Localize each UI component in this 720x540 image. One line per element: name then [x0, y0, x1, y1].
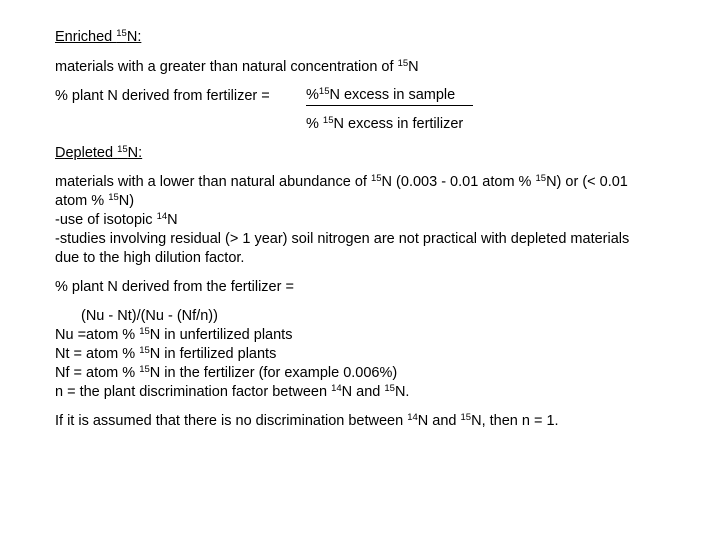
depleted-line-1: materials with a lower than natural abundance of $^{15}$N (0.003 - 0.01 atom % $^{15}$N) or (< 0.01	[55, 173, 628, 190]
definition-nu: Nu =atom % $^{15}$N in unfertilized plants	[55, 326, 293, 343]
enriched-heading: Enriched $^{15}$N:	[55, 28, 142, 45]
fraction-bar	[306, 105, 473, 106]
depleted-line-4: -studies involving residual (> 1 year) soil nitrogen are not practical with depleted materials	[55, 231, 630, 247]
depleted-line-2: atom % $^{15}$N)	[55, 192, 135, 209]
definition-nt: Nt = atom % $^{15}$N in fertilized plants	[55, 345, 277, 362]
depleted-formula-label: % plant N derived from the fertilizer =	[55, 279, 294, 295]
depleted-line-5: due to the high dilution factor.	[55, 250, 245, 266]
definition-n: n = the plant discrimination factor between $^{14}$N and $^{15}$N.	[55, 383, 410, 400]
depleted-line-3: -use of isotopic $^{14}$N	[55, 211, 178, 228]
enriched-definition: materials with a greater than natural concentration of $^{15}$N	[55, 58, 419, 75]
depleted-formula-expression: (Nu - Nt)/(Nu - (Nf/n))	[81, 308, 218, 324]
enriched-formula-denominator: % $^{15}$N excess in fertilizer	[306, 115, 464, 132]
enriched-formula-lhs: % plant N derived from fertilizer =	[55, 88, 270, 104]
assumption-statement: If it is assumed that there is no discrimination between $^{14}$N and $^{15}$N, then n = 1.	[55, 412, 559, 429]
depleted-heading: Depleted $^{15}$N:	[55, 144, 143, 161]
enriched-formula-numerator: %$^{15}$N excess in sample	[306, 86, 456, 103]
definition-nf: Nf = atom % $^{15}$N in the fertilizer (for example 0.006%)	[55, 364, 398, 381]
